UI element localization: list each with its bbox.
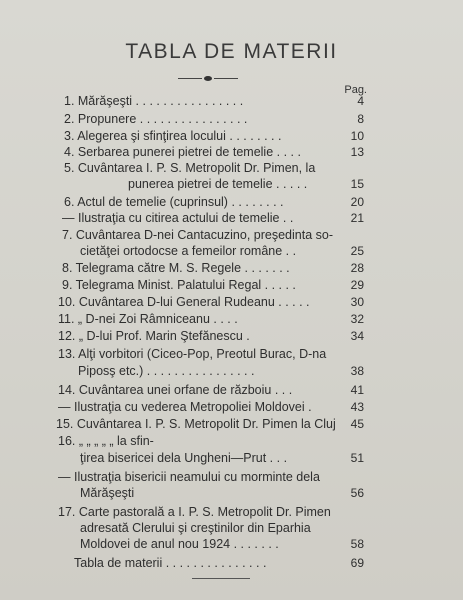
toc-entry-text: — Ilustraţia bisericii neamului cu morminte dela: [58, 470, 320, 484]
toc-entry-text: cietăţei ortodocse a femeilor române . .: [80, 244, 297, 258]
toc-entry-text: 6. Actul de temelie (cuprinsul) . . . . . . . .: [64, 195, 284, 209]
toc-entry-text: 14. Cuvântarea unei orfane de războiu . . .: [58, 383, 293, 397]
toc-entry-text: ţirea bisericei dela Ungheni—Prut . . .: [80, 451, 288, 465]
toc-entry-page: 38: [350, 364, 364, 378]
toc-entry-text: punerea pietrei de temelie . . . . .: [128, 177, 308, 191]
toc-entry-text: 3. Alegerea şi sfinţirea locului . . . . . . . .: [64, 129, 282, 143]
toc-entry-page: 43: [350, 400, 364, 414]
bottom-rule: [192, 578, 250, 579]
toc-entry-text: 5. Cuvântarea I. P. S. Metropolit Dr. Pimen, la: [64, 161, 316, 175]
toc-entry-text: adresată Clerului şi creştinilor din Eparhia: [80, 521, 311, 535]
toc-entry-page: 41: [350, 383, 364, 397]
ornament-line-right: [214, 78, 238, 79]
toc-entry-page: 34: [350, 329, 364, 343]
toc-entry-page: 15: [350, 177, 364, 191]
toc-entry-text: — Ilustraţia cu citirea actului de temelie . .: [62, 211, 294, 225]
toc-entry-text: 11. „ D-nei Zoi Râmniceanu . . . .: [58, 312, 238, 326]
toc-entry-text: Piposş etc.) . . . . . . . . . . . . . . . .: [78, 364, 255, 378]
toc-entry-page: 13: [350, 145, 364, 159]
toc-entry-page: 58: [350, 537, 364, 551]
toc-entry-page: 4: [357, 94, 364, 108]
toc-entry-page: 28: [350, 261, 364, 275]
toc-entry-page: 8: [357, 112, 364, 126]
toc-entry-text: 10. Cuvântarea D-lui General Rudeanu . . . . .: [58, 295, 310, 309]
ornament-line-left: [178, 78, 202, 79]
toc-entry-text: 12. „ D-lui Prof. Marin Ştefănescu .: [58, 329, 250, 343]
toc-entry-page: 20: [350, 195, 364, 209]
toc-entry-text: Moldovei de anul nou 1924 . . . . . . .: [80, 537, 279, 551]
page-column-header: Pag.: [344, 84, 367, 96]
toc-entry-text: Mărăşeşti: [80, 486, 135, 500]
toc-entry-page: 29: [350, 278, 364, 292]
toc-entry-text: 9. Telegrama Minist. Palatului Regal . . . . .: [62, 278, 296, 292]
toc-entry-text: 13. Alţi vorbitori (Ciceo-Pop, Preotul Burac, D-na: [58, 347, 327, 361]
toc-entry-text: 8. Telegrama către M. S. Regele . . . . . . .: [62, 261, 290, 275]
toc-entry-text: 7. Cuvântarea D-nei Cantacuzino, preşedinta so-: [62, 228, 333, 242]
toc-entry-page: 25: [350, 244, 364, 258]
toc-entry-text: 15. Cuvântarea I. P. S. Metropolit Dr. Pimen la Cluj: [56, 417, 336, 431]
toc-entry-text: — Ilustraţia cu vederea Metropoliei Moldovei .: [58, 400, 312, 414]
toc-entry-page: 45: [350, 417, 364, 431]
toc-entry-page: 56: [350, 486, 364, 500]
toc-entry-text: 2. Propunere . . . . . . . . . . . . . . . .: [64, 112, 248, 126]
toc-entry-text: 17. Carte pastorală a I. P. S. Metropolit Dr. Pimen: [58, 505, 331, 519]
title-ornament: [178, 76, 238, 82]
toc-entry-page: 30: [350, 295, 364, 309]
page-title: TABLA DE MATERII: [125, 40, 338, 63]
toc-entry-page: 32: [350, 312, 364, 326]
toc-entry-page: 51: [350, 451, 364, 465]
toc-entry-text: 1. Mărăşeşti . . . . . . . . . . . . . . . .: [64, 94, 244, 108]
toc-entry-text: 16. „ „ „ „ „ la sfin-: [58, 434, 154, 448]
ornament-center-dot: [204, 76, 212, 81]
toc-entry-page: 21: [350, 211, 364, 225]
toc-entry-text: Tabla de materii . . . . . . . . . . . . . . .: [74, 556, 267, 570]
toc-entry-text: 4. Serbarea punerei pietrei de temelie . . . .: [64, 145, 301, 159]
toc-entry-page: 69: [350, 556, 364, 570]
toc-entry-page: 10: [350, 129, 364, 143]
